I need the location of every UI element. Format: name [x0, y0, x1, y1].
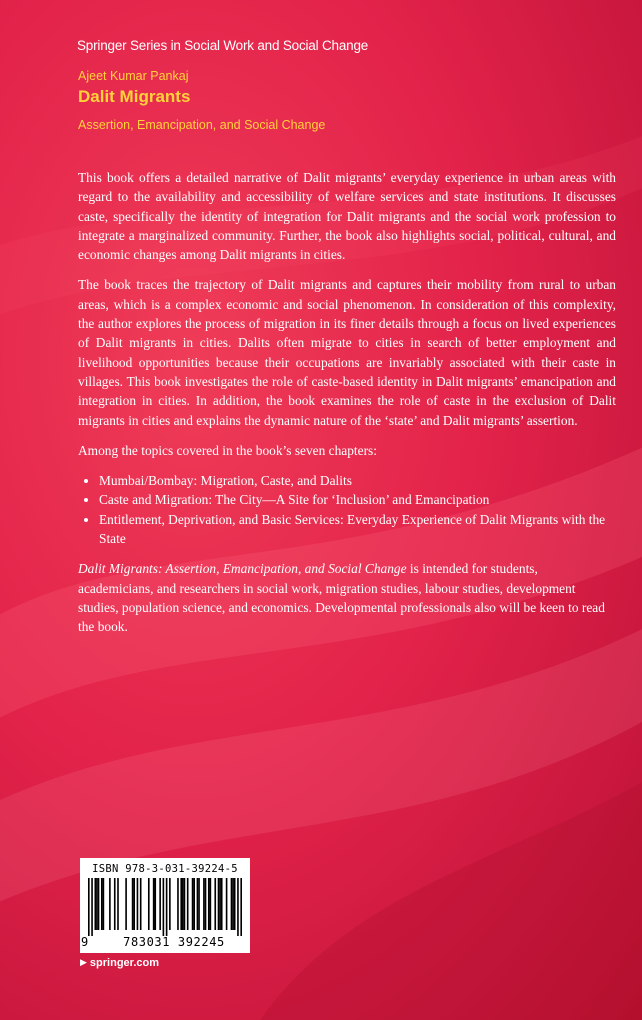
barcode-bar	[96, 878, 98, 930]
barcode-bar	[214, 878, 216, 930]
closing-title-italic: Dalit Migrants: Assertion, Emancipation, and Social Change	[78, 561, 407, 577]
closing-paragraph	[78, 559, 616, 636]
blurb-paragraph-1: This book offers a detailed narrative of Dalit migrants’ everyday experience in urban areas with regard to the availability and accessibility of welfare services and state institutions. It discusses caste, specifically the identity of integration for Dalit migrants and the social work profession to integrate a marginalized community. Further, the book also highlights social, political, cultural, and economic changes among Dalit migrants in cities.	[78, 170, 616, 263]
barcode-bar	[114, 878, 116, 930]
barcode-bar	[218, 878, 220, 930]
barcode-bar	[91, 878, 93, 936]
barcode-bar	[154, 878, 156, 930]
topic-item: • Mumbai/Bombay: Migration, Caste, and Dalits	[99, 471, 616, 490]
barcode-bar	[197, 878, 199, 930]
barcode-bar	[177, 878, 179, 930]
barcode-bar	[237, 878, 239, 936]
barcode-bar	[219, 878, 221, 930]
barcode-bar	[210, 878, 212, 930]
barcode-bar	[184, 878, 186, 930]
ean-first-digit: 9	[81, 935, 89, 949]
publisher-site: springer.com	[89, 957, 159, 969]
barcode-bar	[103, 878, 105, 930]
author-name: Ajeet Kumar Pankaj	[78, 69, 189, 83]
publisher-link[interactable]	[80, 956, 159, 970]
barcode-bar	[148, 878, 150, 930]
barcode-bar	[133, 878, 135, 930]
topic-item: • Caste and Migration: The City—A Site for ‘Inclusion’ and Emancipation	[99, 490, 616, 509]
book-title: Dalit Migrants	[78, 87, 191, 106]
closing-text: is intended for students, academicians, and researchers in social work, migration studies, labour studies, development studies, population science, and economics. Developmental professionals also will be keen to read the book.	[78, 561, 605, 635]
barcode-bar	[205, 878, 207, 930]
barcode-bar	[240, 878, 242, 936]
barcode-bar	[159, 878, 161, 930]
barcode-bar	[208, 878, 210, 930]
barcode-bar	[192, 878, 194, 930]
barcode-bar	[221, 878, 223, 930]
barcode-bar	[153, 878, 155, 930]
barcode-bar	[140, 878, 142, 930]
ean-digits: 783031 392245	[123, 935, 225, 949]
barcode-bar	[125, 878, 127, 930]
topics-list	[78, 471, 616, 548]
barcode-bar	[117, 878, 119, 930]
triangle-arrow-icon: ▶	[80, 958, 87, 968]
blurb-paragraph-2: The book traces the trajectory of Dalit migrants and captures their mobility from rural to urban areas, which is a complex economic and social phenomenon. In consideration of this complexity, the author explores the process of migration in its finer details through a focus on lived experiences of Dalit migrants in cities. Dalits often migrate to cities in search of better employment and livelihood opportunities because their occupations are invariably associated with their caste in villages. This book investigates the role of caste-based identity in Dalit migrants’ emancipation and integration in cities. In addition, the book examines the role of caste in the exclusion of Dalit migrants in cities and explains the dynamic nature of the ‘state’ and Dalit migrants’ assertion.	[78, 277, 616, 428]
barcode-bar	[163, 878, 165, 936]
barcode-bar	[169, 878, 171, 930]
isbn-barcode	[80, 858, 250, 953]
barcode-bar	[182, 878, 184, 930]
barcode-bar	[226, 878, 228, 930]
book-subtitle: Assertion, Emancipation, and Social Change	[78, 118, 326, 132]
series-name: Springer Series in Social Work and Social Change	[77, 38, 369, 53]
barcode-bar	[132, 878, 134, 930]
barcode-bar	[166, 878, 168, 936]
barcode-bars	[88, 878, 242, 936]
barcode-bar	[101, 878, 103, 930]
barcode-bar	[94, 878, 96, 930]
barcode-bar	[232, 878, 234, 930]
topics-intro: Among the topics covered in the book’s seven chapters:	[78, 442, 377, 458]
blurb-text	[78, 168, 616, 637]
isbn-label: ISBN 978-3-031-39224-5	[92, 863, 238, 875]
barcode-bar	[187, 878, 189, 930]
barcode-bar	[203, 878, 205, 930]
barcode-bar	[98, 878, 100, 930]
barcode-bar	[234, 878, 236, 930]
barcode-bar	[231, 878, 233, 930]
barcode-bar	[180, 878, 182, 930]
barcode-bar	[109, 878, 111, 930]
topic-item: • Entitlement, Deprivation, and Basic Services: Everyday Experience of Dalit Migrants with the State	[99, 510, 616, 549]
barcode-bar	[198, 878, 200, 930]
barcode-bar	[137, 878, 139, 930]
barcode-bar	[193, 878, 195, 930]
barcode-bar	[88, 878, 90, 936]
